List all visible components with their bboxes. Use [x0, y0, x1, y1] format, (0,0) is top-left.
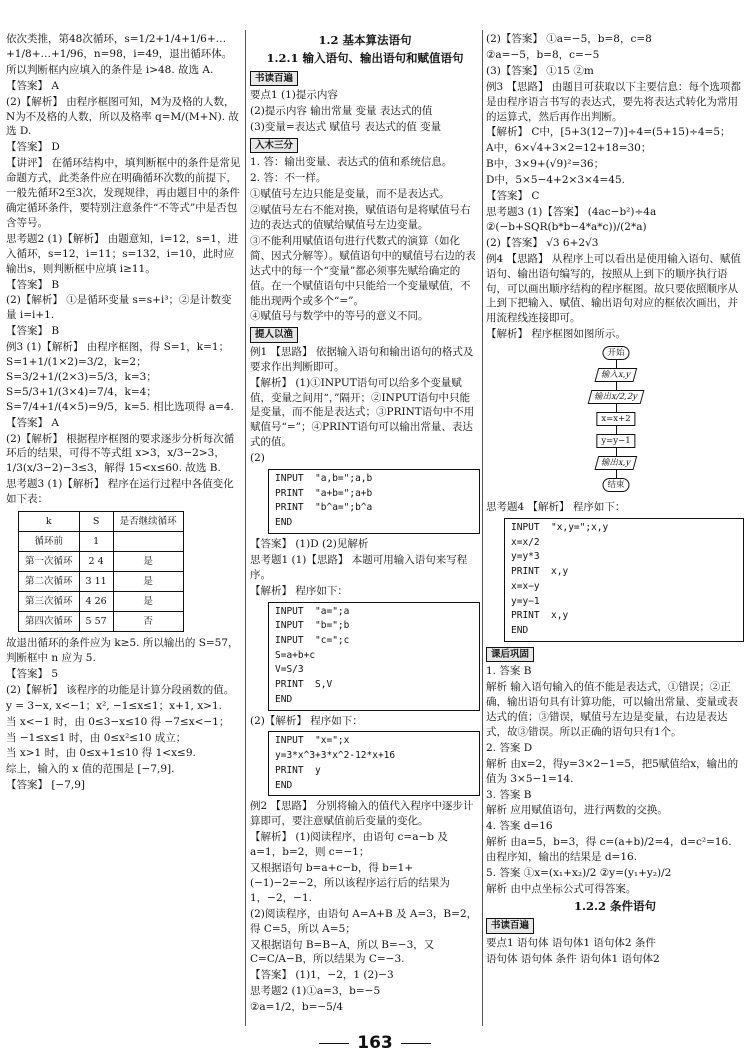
text-line: (3)【答案】 ①15 ②m	[486, 64, 594, 77]
text-line: 【答案】 B	[6, 325, 60, 338]
text-line: 例3 【思路】 由题目可获取以下主要信息：每个选项都是由程序语言书写的表达式，要先将表达式转化为常用的运算式，然后再作出判断。	[486, 80, 741, 123]
text-line: 思考题2 (1)①a=3，b=−5	[250, 985, 381, 998]
text-line: 要点1 语句体 语句体1 语句体2 条件	[486, 936, 656, 949]
table-cell: 是	[113, 592, 183, 612]
column-divider-left	[245, 30, 246, 1026]
text-line: 【答案】 B	[6, 278, 60, 291]
text-line: (2)【解析】 程序如下：	[250, 714, 363, 727]
text-line: 【解析】 程序如下：	[250, 584, 348, 597]
text-line: 又根据语句 b=a+c−b，得 b=1+(−1)−2=−2，所以该程序运行后的结果为 1，−2，−1.	[250, 861, 450, 904]
flowchart	[576, 346, 656, 496]
section-title-2: 1.2.2 条件语句	[573, 898, 656, 913]
text-line: 解析 由a=5，b=3，得 c=(a+b)/2=4，d=c²=16. 由程序知，输出的结果是 d=16.	[486, 836, 732, 864]
text-line: 【解析】 C中，[5+3(12−7)]÷4=(5+15)÷4=5；	[486, 126, 731, 139]
text-line: 例1 【思路】 依据输入语句和输出语句的格式及要求作出判断即可。	[250, 345, 474, 373]
flowchart-arrow	[616, 404, 617, 412]
text-line: 又根据语句 B=B−A，所以 B=−3，又 C=C/A−B，所以结果为 C=−3.	[250, 938, 435, 966]
table-cell: 第三次循环	[19, 592, 80, 612]
text-line: 当 x<−1 时，由 0≤3−x≤10 得 −7≤x<−1；	[6, 715, 230, 728]
table-row	[19, 592, 184, 612]
table-row	[19, 552, 184, 572]
flowchart-arrow	[616, 448, 617, 456]
text-line: (2)【答案】 ①a=−5，b=8，c=8	[486, 33, 652, 45]
text-line: 例2 【思路】 分别将输入的值代入程序中逐步计算即可，要注意赋值前后变量的变化。	[250, 800, 474, 828]
table-row	[19, 612, 184, 632]
flowchart-node: 输入x,y	[594, 368, 637, 382]
text-line: 【答案】 D	[6, 141, 60, 154]
text-line: 综上，输入的 x 值的范围是 [−7,9].	[6, 763, 175, 776]
text-line: (3)变量=表达式 赋值号 表达式的值 变量	[250, 120, 442, 133]
subsection-title: 1.2.1 输入语句、输出语句和赋值语句	[266, 51, 464, 66]
text-line: 解析 输入语句输入的值不能是表达式，①错误；②正确，输出语句具有计算功能，可以输出常量、变量或表达式的值；③错误，赋值号左边是变量，右边是表达式，故③错误。所以正确的语句只有1个。	[486, 681, 738, 738]
code-block-3: INPUT "x=";x y=3*x^3+3*x^2-12*x+16 PRINT y END	[268, 731, 480, 796]
text-line: 例3 (1)【解析】 由程序框图，得 S=1，k=1；S=1+1/(1×2)=3/2，k=2；S=3/2+1/(2×3)=5/3，k=3；S=5/3+1/(3×4)=7/4，k=4；S=7/4+1/(4×5)=9/5，k=5. 相比选项得 a=4.	[6, 341, 234, 413]
flowchart-arrow	[616, 382, 617, 390]
table-cell: 5 57	[79, 612, 113, 632]
column-2	[250, 32, 480, 1016]
code-block-2: INPUT "a=";a INPUT "b=";b INPUT "c=";c S=a+b+c V=S/3 PRINT S,V END	[268, 602, 480, 711]
text-line: 例4 【思路】 从程序上可以看出是使用输入语句、赋值语句、输出语句编写的，按照从上到下的顺序执行语句，可以画出顺序结构的程序框图。故只要依照顺序从上到下把输入、赋值、输出语句对应的框依次画出，并用流程线连接即可。	[486, 252, 741, 325]
page-footer	[0, 1031, 750, 1055]
text-line: 【解析】 程序框图如图所示。	[486, 328, 626, 341]
table-cell	[113, 532, 183, 552]
text-line: ②a=1/2，b=−5/4	[250, 1001, 344, 1014]
flowchart-node: 结束	[602, 478, 629, 492]
text-line: (2)【解析】 由程序框图可知，M为及格的人数，N为不及格的人数，所以及格率 q=M/(M+N). 故选 D.	[6, 95, 239, 138]
flowchart-node: 输出x/2,2y	[588, 390, 645, 404]
text-line: ①赋值号左边只能是变量，而不是表达式。	[250, 188, 450, 201]
tag-lift: 提人以渔	[250, 327, 298, 342]
text-line: (2)【解析】 根据程序框图的要求逐步分析每次循环后的结果，可得不等式组 x>3，x/3−2>3，1/3(x/3−2)−3≤3，解得 15<x≤60. 故选 B.	[6, 432, 235, 475]
text-line: 【解析】 (1)阅读程序，由语句 c=a−b 及 a=1，b=2，则 c=−1；	[250, 831, 448, 859]
text-line: ④赋值号与数学中的等号的意义不同。	[250, 310, 429, 323]
table-cell: 循环前	[19, 532, 80, 552]
text-line: 【答案】 C	[486, 190, 540, 203]
code-block-4: INPUT "x,y=";x,y x=x/2 y=y*3 PRINT x,y x=x−y y=y−1 PRINT x,y END	[504, 518, 744, 642]
text-line: ②赋值号左右不能对换，赋值语句是将赋值号右边的表达式的值赋给赋值号左边变量。	[250, 204, 471, 231]
tag-after: 课后巩固	[486, 647, 534, 662]
text-line: 【解析】 (1)①INPUT语句可以给多个变量赋值，变量之间用“，”隔开；②INPUT语句中只能是变量，而不能是表达式；③PRINT语句中不用赋值号“=”；④PRINT语句可以输出常量、表达式的值。	[250, 376, 475, 449]
text-line: 思考题1 (1)【思路】 本题可用输入语句来写程序。	[250, 553, 468, 581]
text-line: 所以判断框内应填入的条件是 i>48. 故选 A.	[6, 63, 214, 76]
text-line: 3. 答案 B	[486, 788, 532, 801]
text-line: 【答案】 A	[6, 79, 59, 92]
column-divider-right	[482, 30, 483, 1026]
text-line: 1. 答：输出变量、表达式的值和系统信息。	[250, 156, 453, 169]
text-line: 解析 应用赋值语句，进行两数的交换。	[486, 804, 668, 817]
text-line: (2)	[250, 452, 265, 465]
text-line: 【讲评】 在循环结构中，填判断框中的条件是常见命题方式，此类条件应在明确循环次数的前提下，一般先循环2至3次，发现规律，再由题目中的条件确定循环条件，要特别注意条件“不等式”中是否包含等号。	[6, 157, 241, 229]
text-line: 1. 答案 B	[486, 665, 532, 678]
section-title: 1.2 基本算法语句	[318, 33, 412, 47]
table-row	[19, 572, 184, 592]
text-line: 2. 答：不一样。	[250, 172, 327, 185]
table-cell: 第二次循环	[19, 572, 80, 592]
text-line: (2)【解析】 ①是循环变量 s=s+i³；②是计数变量 i=i+1.	[6, 294, 232, 322]
text-line: (2)【答案】 √3 6+2√3	[486, 236, 599, 249]
text-line: 当 −1≤x≤1 时，由 0≤x²≤10 成立；	[6, 731, 187, 744]
text-line: 【答案】 (1)1，−2，1 (2)−3	[250, 969, 394, 982]
text-line: D中，5×5−4+2×3×4=45.	[486, 174, 625, 187]
flowchart-node: y=y−1	[596, 434, 635, 448]
tag-enter: 入木三分	[250, 138, 298, 153]
flowchart-arrow	[616, 360, 617, 368]
flowchart-arrow	[616, 426, 617, 434]
text-line: 解析 由x=2，得y=3×2−1=5，把5赋值给x，输出的值为 3×5−1=14.	[486, 757, 739, 785]
text-line: B中，3×9+(√9)²=36；	[486, 158, 605, 171]
table-cell: 第一次循环	[19, 552, 80, 572]
text-line: y = 3−x, x<−1；x², −1≤x≤1；x+1, x>1.	[6, 699, 222, 712]
table-header: k	[19, 512, 80, 532]
text-line: 2. 答案 D	[486, 741, 533, 754]
table-header: S	[79, 512, 113, 532]
flowchart-arrow	[616, 470, 617, 478]
table-cell: 是	[113, 552, 183, 572]
text-line: 依次类推，第48次循环，s=1/2+1/4+1/6+…+1/8+…+1/96，n=98，i=49，退出循环体。	[6, 33, 233, 60]
table-header: 是否继续循环	[113, 512, 183, 532]
text-line: 解析 由中点坐标公式可得答案。	[486, 882, 637, 895]
text-line: A中，6×√4+3×2=12+18=30；	[486, 142, 652, 155]
text-line: 【答案】 (1)D (2)见解析	[250, 537, 369, 550]
text-line: (2)阅读程序，由语句 A=A+B 及 A=3，B=2，得 C=5，所以 A=5；	[250, 907, 478, 935]
text-line: 【答案】 5	[6, 667, 59, 680]
column-3	[486, 32, 744, 967]
text-line: ②a=−5，b=8，c=−5	[486, 48, 600, 61]
text-line: 4. 答案 d=16	[486, 820, 553, 833]
table-cell: 否	[113, 612, 183, 632]
tag-read: 书读百遍	[250, 71, 298, 86]
text-line: 故退出循环的条件应为 k≥5. 所以输出的 S=57，判断框中 n 应为 5.	[6, 637, 239, 664]
flowchart-node: x=x+2	[596, 412, 635, 426]
column-1	[6, 32, 241, 794]
table-cell: 第四次循环	[19, 612, 80, 632]
text-line: 要点1 (1)提示内容	[250, 89, 338, 102]
table-cell: 2 4	[79, 552, 113, 572]
page-number: 163	[357, 1033, 393, 1053]
tag-read-2: 书读百遍	[486, 918, 534, 933]
text-line: 思考题3 (1)【解析】 程序在运行过程中各值变化如下表：	[6, 478, 234, 506]
text-line: ③不能利用赋值语句进行代数式的演算（如化简、因式分解等）。赋值语句中的赋值号右边的表达式中的每一个“变量”都必须事先赋给确定的值。在一个赋值语句中只能给一个变量赋值，不能出现两个或多个“=”。	[250, 234, 476, 307]
table-cell: 1	[79, 532, 113, 552]
text-line: (2)提示内容 输出常量 变量 表达式的值	[250, 105, 433, 118]
loop-table	[18, 511, 184, 632]
text-line: 思考题4 【解析】 程序如下：	[486, 501, 626, 514]
table-cell: 4 26	[79, 592, 113, 612]
flowchart-node: 输出x,y	[594, 456, 637, 470]
text-line: 【答案】 A	[6, 416, 59, 429]
text-line: 【答案】 [−7,9]	[6, 779, 86, 792]
text-line: 思考题3 (1)【答案】 (4ac−b²)÷4a ②(−b+SQR(b*b−4*a*c))/(2*a)	[486, 205, 657, 233]
text-line: 当 x>1 时，由 0≤x+1≤10 得 1<x≤9.	[6, 747, 196, 760]
text-line: 语句体 语句体 条件 语句体1 语句体2	[486, 952, 660, 965]
text-line: 思考题2 (1)【解析】 由题意知，i=12，s=1，进入循环，s=12，i=11；s=132，i=10，此时应输出s，则判断框中应填 i≥11。	[6, 232, 239, 275]
flowchart-node: 开始	[602, 346, 629, 360]
text-line: 5. 答案 ①x=(x₁+x₂)/2 ②y=(y₁+y₂)/2	[486, 867, 672, 880]
table-row	[19, 532, 184, 552]
text-line: (2)【解析】 该程序的功能是计算分段函数的值。	[6, 683, 235, 696]
code-block-1: INPUT "a,b=";a,b PRINT "a+b=";a+b PRINT "b^a=";b^a END	[268, 469, 480, 534]
table-cell: 3 11	[79, 572, 113, 592]
table-cell: 是	[113, 572, 183, 592]
